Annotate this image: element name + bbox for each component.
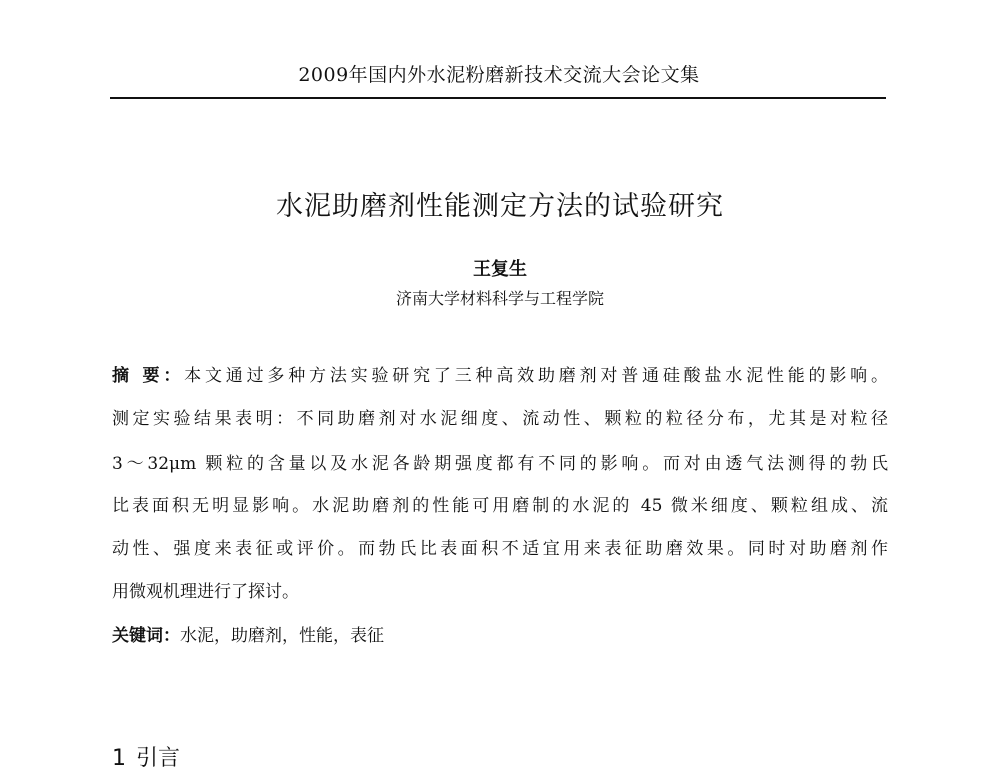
abstract-line-2: 测定实验结果表明：不同助磨剂对水泥细度、流动性、颗粒的粒径分布，尤其是对粒径 <box>112 409 888 429</box>
section-title: 引言 <box>136 746 181 772</box>
header-rule <box>110 97 886 99</box>
section-number: 1 <box>112 746 126 772</box>
keywords-text: 水泥，助磨剂，性能，表征 <box>180 626 384 646</box>
abstract-line-3: 3～32μm 颗粒的含量以及水泥各龄期强度都有不同的影响。而对由透气法测得的勃氏 <box>112 454 888 474</box>
paper-title: 水泥助磨剂性能测定方法的试验研究 <box>276 191 724 223</box>
running-header: 2009年国内外水泥粉磨新技术交流大会论文集 <box>298 64 700 86</box>
author-affiliation: 济南大学材料科学与工程学院 <box>395 289 604 308</box>
abstract-label: 摘 要： <box>112 366 185 386</box>
abstract-text: 本文通过多种方法实验研究了三种高效助磨剂对普通硅酸盐水泥性能的影响。 <box>184 366 888 386</box>
section-heading <box>112 744 180 774</box>
keywords-line <box>112 624 888 648</box>
author-name: 王复生 <box>473 259 527 280</box>
keywords-label: 关键词： <box>112 626 180 646</box>
abstract-line-5: 动性、强度来表征或评价。而勃氏比表面积不适宜用来表征助磨效果。同时对助磨剂作 <box>112 539 888 559</box>
abstract-line-1 <box>112 364 888 388</box>
abstract-line-6: 用微观机理进行了探讨。 <box>112 582 299 602</box>
abstract-line-4: 比表面积无明显影响。水泥助磨剂的性能可用磨制的水泥的 45 微米细度、颗粒组成、流 <box>112 496 888 516</box>
